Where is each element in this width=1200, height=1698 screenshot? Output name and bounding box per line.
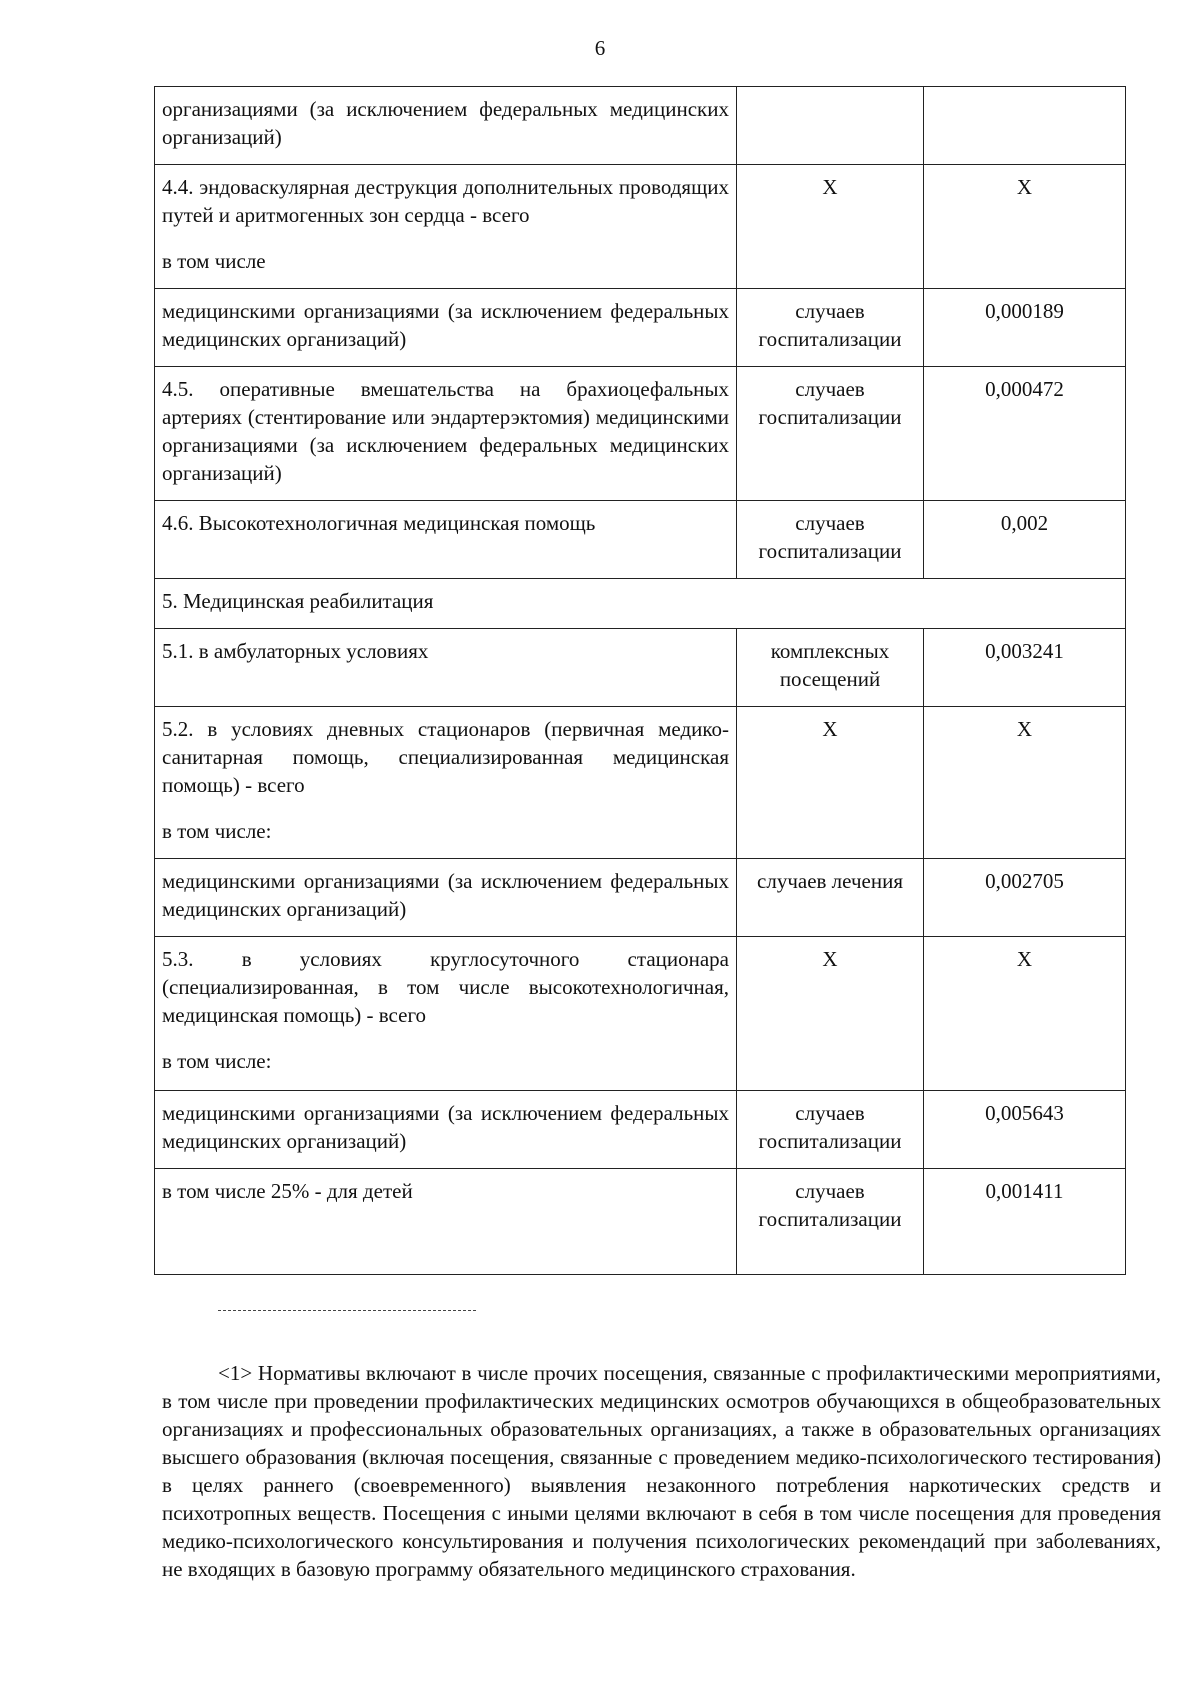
row-unit: [737, 87, 924, 165]
section-heading: 5. Медицинская реабилитация: [155, 579, 1126, 629]
norms-table: [154, 86, 1126, 1275]
row-description: 4.4. эндоваскулярная деструкция дополнительных проводящих путей и аритмогенных зон сердца - всего: [162, 175, 729, 227]
row-subnote: в том числе:: [162, 819, 272, 843]
row-value: 0,000189: [924, 289, 1126, 367]
row-unit: случаев госпитализации: [737, 289, 924, 367]
row-value: X: [924, 937, 1126, 1091]
row-unit: X: [737, 707, 924, 859]
row-description: медицинскими организациями (за исключением федеральных медицинских организаций): [155, 859, 737, 937]
table-row: [155, 707, 1126, 859]
table-row: [155, 165, 1126, 289]
row-value: 0,005643: [924, 1091, 1126, 1169]
row-description: 4.5. оперативные вмешательства на брахиоцефальных артериях (стентирование или эндартерэктомия) медицинскими организациями (за исключением федеральных медицинских организаций): [155, 367, 737, 501]
row-description: организациями (за исключением федеральных медицинских организаций): [155, 87, 737, 165]
row-unit: случаев госпитализации: [737, 1169, 924, 1275]
table-row: [155, 1169, 1126, 1275]
row-description: в том числе 25% - для детей: [155, 1169, 737, 1275]
row-subnote: в том числе:: [162, 1049, 272, 1073]
row-unit: X: [737, 165, 924, 289]
row-unit: случаев лечения: [737, 859, 924, 937]
table-row: [155, 87, 1126, 165]
row-value: 0,000472: [924, 367, 1126, 501]
row-value: 0,002705: [924, 859, 1126, 937]
row-description: 5.1. в амбулаторных условиях: [155, 629, 737, 707]
row-value: 0,001411: [924, 1169, 1126, 1275]
row-description: 5.2. в условиях дневных стационаров (первичная медико-санитарная помощь, специализированная медицинская помощь) - всего: [162, 717, 729, 797]
row-description: 4.6. Высокотехнологичная медицинская помощь: [155, 501, 737, 579]
row-value: X: [924, 165, 1126, 289]
row-description-cell: [155, 165, 737, 289]
footnote: <1> Нормативы включают в числе прочих посещения, связанные с профилактическими мероприятиями, в том числе при проведении профилактических медицинских осмотров обучающихся в общеобразовательных организациях и профессиональных образовательных организациях, а также в образовательных организациях высшего образования (включая посещения, связанные с проведением медико-психологического тестирования) в целях раннего (своевременного) выявления незаконного потребления наркотических средств и психотропных веществ. Посещения с иными целями включают в себя в том числе посещения для проведения медико-психологического консультирования и получения психологических рекомендаций при заболеваниях, не входящих в базовую программу обязательного медицинского страхования.: [162, 1361, 1161, 1581]
table-row: [155, 629, 1126, 707]
row-unit: случаев госпитализации: [737, 367, 924, 501]
table-row: [155, 367, 1126, 501]
table-row: [155, 1091, 1126, 1169]
row-value: [924, 87, 1126, 165]
row-value: X: [924, 707, 1126, 859]
row-description: 5.3. в условиях круглосуточного стационара (специализированная, в том числе высокотехнологичная, медицинская помощь) - всего: [162, 947, 729, 1027]
row-unit: случаев госпитализации: [737, 1091, 924, 1169]
table-row: [155, 289, 1126, 367]
row-description-cell: [155, 707, 737, 859]
footnote-separator: [218, 1310, 476, 1311]
page-number: 6: [594, 36, 606, 60]
row-description: медицинскими организациями (за исключением федеральных медицинских организаций): [155, 289, 737, 367]
row-value: 0,002: [924, 501, 1126, 579]
row-description: медицинскими организациями (за исключением федеральных медицинских организаций): [155, 1091, 737, 1169]
row-description-cell: [155, 937, 737, 1091]
table-row: [155, 937, 1126, 1091]
row-unit: X: [737, 937, 924, 1091]
row-subnote: в том числе: [162, 249, 266, 273]
row-value: 0,003241: [924, 629, 1126, 707]
row-unit: комплексных посещений: [737, 629, 924, 707]
section-row: [155, 579, 1126, 629]
table-row: [155, 501, 1126, 579]
row-unit: случаев госпитализации: [737, 501, 924, 579]
table-row: [155, 859, 1126, 937]
